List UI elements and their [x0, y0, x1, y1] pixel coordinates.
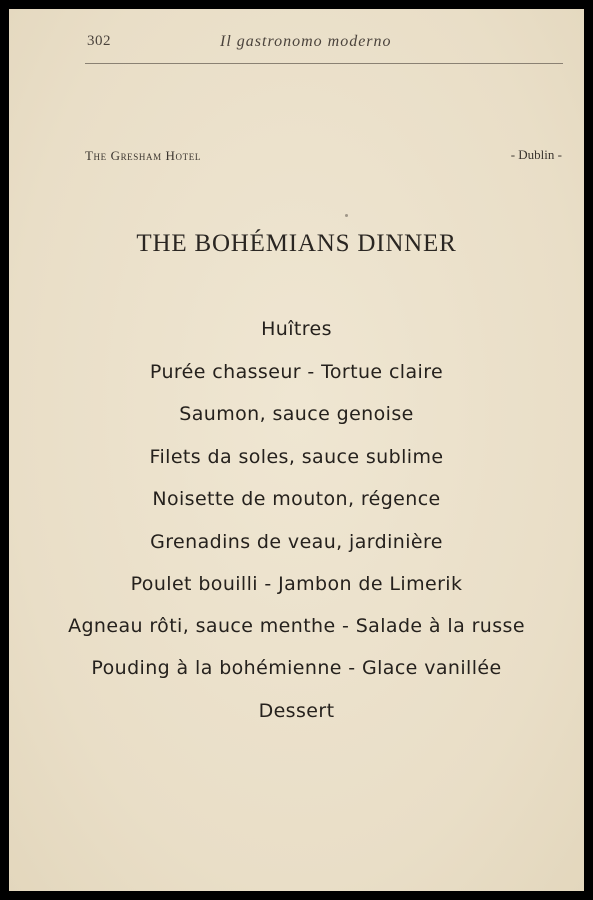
menu-item: Dessert — [258, 700, 335, 722]
menu-title: THE BOHÉMIANS DINNER — [136, 230, 457, 257]
hotel-name: The Gresham Hotel — [85, 148, 201, 163]
menu-item: Saumon, sauce genoise — [179, 403, 414, 425]
city-name: - Dublin - — [510, 147, 562, 162]
book-page — [9, 9, 584, 891]
running-head — [87, 33, 561, 55]
menu-item: Pouding à la bohémienne - Glace vanillée — [91, 657, 502, 679]
ink-speck — [345, 214, 348, 217]
header-rule — [85, 63, 563, 64]
menu-item: Huîtres — [261, 318, 332, 340]
menu-item: Agneau rôti, sauce menthe - Salade à la russe — [68, 615, 525, 637]
menu-item: Noisette de mouton, régence — [152, 488, 441, 510]
menu-item: Filets da soles, sauce sublime — [149, 446, 444, 468]
menu-item: Grenadins de veau, jardinière — [150, 531, 443, 553]
page-number: 302 — [87, 33, 111, 49]
menu-item: Purée chasseur - Tortue claire — [149, 361, 444, 383]
menu-item: Poulet bouilli - Jambon de Limerik — [130, 573, 463, 595]
book-title: Il gastronomo moderno — [220, 33, 392, 50]
